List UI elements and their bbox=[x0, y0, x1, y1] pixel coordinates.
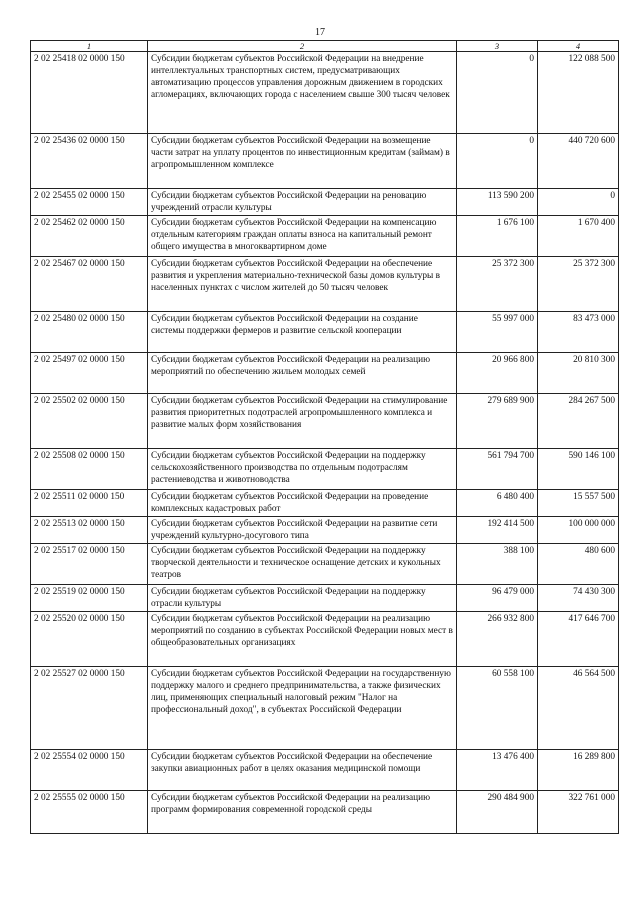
cell-value-1: 388 100 bbox=[457, 544, 538, 585]
cell-subsidy-name: Субсидии бюджетам субъектов Российской Федерации на компенсацию отдельным категориям граждан оплаты взноса на капитальный ремонт общего имущества в многоквартирном доме bbox=[148, 216, 457, 257]
cell-value-1: 192 414 500 bbox=[457, 517, 538, 544]
cell-budget-code: 2 02 25555 02 0000 150 bbox=[31, 791, 148, 834]
cell-value-1: 96 479 000 bbox=[457, 585, 538, 612]
cell-value-1: 20 966 800 bbox=[457, 353, 538, 394]
table-row bbox=[31, 517, 619, 544]
cell-budget-code: 2 02 25502 02 0000 150 bbox=[31, 394, 148, 449]
table-row bbox=[31, 791, 619, 834]
cell-budget-code: 2 02 25418 02 0000 150 bbox=[31, 52, 148, 134]
cell-subsidy-name: Субсидии бюджетам субъектов Российской Федерации на государственную поддержку малого и среднего предпринимательства, а также физических лиц, применяющих специальный налоговый режим "Налог на профессиональный доход", в субъектах Российской Федерации bbox=[148, 667, 457, 750]
cell-value-1: 55 997 000 bbox=[457, 312, 538, 353]
cell-budget-code: 2 02 25554 02 0000 150 bbox=[31, 750, 148, 791]
cell-subsidy-name: Субсидии бюджетам субъектов Российской Федерации на обеспечение развития и укрепления материально-технической базы домов культуры в населенных пунктах с числом жителей до 50 тысяч человек bbox=[148, 257, 457, 312]
cell-value-2: 83 473 000 bbox=[538, 312, 619, 353]
cell-value-1: 561 794 700 bbox=[457, 449, 538, 490]
cell-value-2: 74 430 300 bbox=[538, 585, 619, 612]
cell-budget-code: 2 02 25467 02 0000 150 bbox=[31, 257, 148, 312]
cell-value-2: 417 646 700 bbox=[538, 612, 619, 667]
cell-subsidy-name: Субсидии бюджетам субъектов Российской Федерации на реализацию программ формирования современной городской среды bbox=[148, 791, 457, 834]
cell-value-2: 284 267 500 bbox=[538, 394, 619, 449]
table-row bbox=[31, 257, 619, 312]
cell-subsidy-name: Субсидии бюджетам субъектов Российской Федерации на реализацию мероприятий по обеспечению жильем молодых семей bbox=[148, 353, 457, 394]
cell-value-1: 290 484 900 bbox=[457, 791, 538, 834]
cell-subsidy-name: Субсидии бюджетам субъектов Российской Федерации на внедрение интеллектуальных транспортных систем, предусматривающих автоматизацию процессов управления дорожным движением в городских агломерациях, включающих города с населением свыше 300 тысяч человек bbox=[148, 52, 457, 134]
cell-budget-code: 2 02 25511 02 0000 150 bbox=[31, 490, 148, 517]
table-row bbox=[31, 353, 619, 394]
cell-value-1: 0 bbox=[457, 134, 538, 189]
cell-subsidy-name: Субсидии бюджетам субъектов Российской Федерации на стимулирование развития приоритетных подотраслей агропромышленного комплекса и развитие малых форм хозяйствования bbox=[148, 394, 457, 449]
cell-subsidy-name: Субсидии бюджетам субъектов Российской Федерации на проведение комплексных кадастровых работ bbox=[148, 490, 457, 517]
column-header-value-2: 4 bbox=[538, 41, 619, 52]
table-row bbox=[31, 750, 619, 791]
cell-subsidy-name: Субсидии бюджетам субъектов Российской Федерации на поддержку творческой деятельности и техническое оснащение детских и кукольных театров bbox=[148, 544, 457, 585]
table-header-row bbox=[31, 41, 619, 52]
cell-subsidy-name: Субсидии бюджетам субъектов Российской Федерации на возмещение части затрат на уплату процентов по инвестиционным кредитам (займам) в агропромышленном комплексе bbox=[148, 134, 457, 189]
cell-budget-code: 2 02 25513 02 0000 150 bbox=[31, 517, 148, 544]
table-row bbox=[31, 52, 619, 134]
column-header-name: 2 bbox=[148, 41, 457, 52]
cell-value-2: 20 810 300 bbox=[538, 353, 619, 394]
cell-value-1: 25 372 300 bbox=[457, 257, 538, 312]
table-row bbox=[31, 394, 619, 449]
cell-subsidy-name: Субсидии бюджетам субъектов Российской Федерации на поддержку сельскохозяйственного производства по отдельным подотраслям растениеводства и животноводства bbox=[148, 449, 457, 490]
page-number: 17 bbox=[315, 27, 325, 38]
cell-value-2: 322 761 000 bbox=[538, 791, 619, 834]
cell-budget-code: 2 02 25455 02 0000 150 bbox=[31, 189, 148, 216]
cell-budget-code: 2 02 25480 02 0000 150 bbox=[31, 312, 148, 353]
cell-value-2: 122 088 500 bbox=[538, 52, 619, 134]
cell-value-2: 15 557 500 bbox=[538, 490, 619, 517]
cell-budget-code: 2 02 25520 02 0000 150 bbox=[31, 612, 148, 667]
cell-value-1: 6 480 400 bbox=[457, 490, 538, 517]
cell-value-1: 1 676 100 bbox=[457, 216, 538, 257]
cell-budget-code: 2 02 25527 02 0000 150 bbox=[31, 667, 148, 750]
cell-budget-code: 2 02 25519 02 0000 150 bbox=[31, 585, 148, 612]
cell-value-2: 46 564 500 bbox=[538, 667, 619, 750]
cell-value-2: 25 372 300 bbox=[538, 257, 619, 312]
table-row bbox=[31, 216, 619, 257]
cell-subsidy-name: Субсидии бюджетам субъектов Российской Федерации на реновацию учреждений отрасли культуры bbox=[148, 189, 457, 216]
table-row bbox=[31, 585, 619, 612]
table-row bbox=[31, 134, 619, 189]
cell-subsidy-name: Субсидии бюджетам субъектов Российской Федерации на поддержку отрасли культуры bbox=[148, 585, 457, 612]
cell-budget-code: 2 02 25508 02 0000 150 bbox=[31, 449, 148, 490]
cell-value-1: 60 558 100 bbox=[457, 667, 538, 750]
cell-value-1: 13 476 400 bbox=[457, 750, 538, 791]
cell-budget-code: 2 02 25517 02 0000 150 bbox=[31, 544, 148, 585]
column-header-value-1: 3 bbox=[457, 41, 538, 52]
cell-subsidy-name: Субсидии бюджетам субъектов Российской Федерации на создание системы поддержки фермеров и развитие сельской кооперации bbox=[148, 312, 457, 353]
cell-value-2: 590 146 100 bbox=[538, 449, 619, 490]
table-row bbox=[31, 189, 619, 216]
cell-budget-code: 2 02 25497 02 0000 150 bbox=[31, 353, 148, 394]
table-row bbox=[31, 449, 619, 490]
cell-budget-code: 2 02 25462 02 0000 150 bbox=[31, 216, 148, 257]
cell-value-2: 100 000 000 bbox=[538, 517, 619, 544]
cell-value-2: 16 289 800 bbox=[538, 750, 619, 791]
cell-budget-code: 2 02 25436 02 0000 150 bbox=[31, 134, 148, 189]
cell-value-2: 440 720 600 bbox=[538, 134, 619, 189]
column-header-code: 1 bbox=[31, 41, 148, 52]
cell-value-1: 279 689 900 bbox=[457, 394, 538, 449]
cell-subsidy-name: Субсидии бюджетам субъектов Российской Федерации на обеспечение закупки авиационных работ в целях оказания медицинской помощи bbox=[148, 750, 457, 791]
table-row bbox=[31, 612, 619, 667]
table-row bbox=[31, 490, 619, 517]
cell-value-2: 1 670 400 bbox=[538, 216, 619, 257]
cell-value-2: 0 bbox=[538, 189, 619, 216]
table-row bbox=[31, 312, 619, 353]
cell-subsidy-name: Субсидии бюджетам субъектов Российской Федерации на развитие сети учреждений культурно-досугового типа bbox=[148, 517, 457, 544]
table-row bbox=[31, 667, 619, 750]
cell-subsidy-name: Субсидии бюджетам субъектов Российской Федерации на реализацию мероприятий по созданию в субъектах Российской Федерации новых мест в общеобразовательных организациях bbox=[148, 612, 457, 667]
cell-value-1: 113 590 200 bbox=[457, 189, 538, 216]
cell-value-1: 266 932 800 bbox=[457, 612, 538, 667]
table-row bbox=[31, 544, 619, 585]
budget-table bbox=[30, 40, 619, 834]
cell-value-2: 480 600 bbox=[538, 544, 619, 585]
cell-value-1: 0 bbox=[457, 52, 538, 134]
